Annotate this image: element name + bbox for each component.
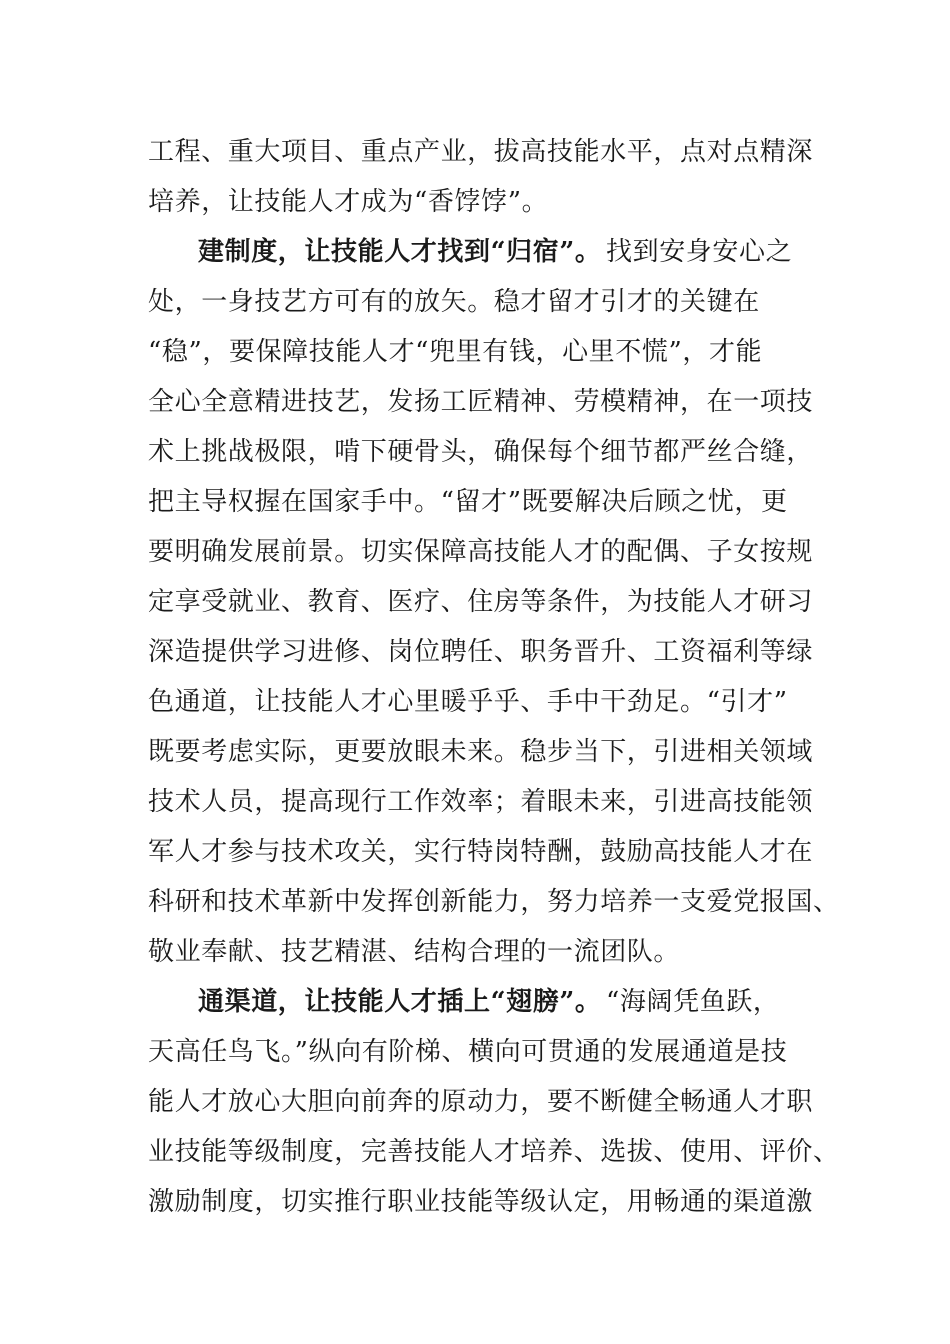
paragraph-text: 能人才放心大胆向前奔的原动力，要不断健全畅通人才职	[148, 1087, 814, 1117]
paragraph-text: 激励制度，切实推行职业技能等级认定，用畅通的渠道激	[148, 1187, 814, 1217]
text-line	[0, 727, 950, 777]
text-line	[0, 777, 950, 827]
text-line	[0, 1027, 950, 1077]
paragraph-text: 定享受就业、教育、医疗、住房等条件，为技能人才研习	[148, 587, 814, 617]
text-line	[0, 627, 950, 677]
paragraph-text: 处，一身技艺方可有的放矢。稳才留才引才的关键在	[148, 287, 760, 317]
section-heading: 通渠道，让技能人才插上“翅膀”。	[198, 987, 602, 1017]
text-line	[0, 377, 950, 427]
text-line	[0, 327, 950, 377]
text-line	[0, 127, 950, 177]
paragraph-text: 军人才参与技术攻关，实行特岗特酬，鼓励高技能人才在	[148, 837, 814, 867]
paragraph-text: 既要考虑实际，更要放眼未来。稳步当下，引进相关领域	[148, 737, 814, 767]
text-line	[0, 427, 950, 477]
text-line	[0, 827, 950, 877]
paragraph-text: 术上挑战极限，啃下硬骨头，确保每个细节都严丝合缝，	[148, 437, 814, 467]
paragraph-text: 深造提供学习进修、岗位聘任、职务晋升、工资福利等绿	[148, 637, 814, 667]
text-line	[0, 877, 950, 927]
paragraph-text: 科研和技术革新中发挥创新能力，努力培养一支爱党报国、	[148, 887, 840, 917]
paragraph-text: 要明确发展前景。切实保障高技能人才的配偶、子女按规	[148, 537, 814, 567]
text-line	[0, 477, 950, 527]
text-line	[0, 977, 950, 1027]
text-line	[0, 677, 950, 727]
paragraph-text: “海阔凭鱼跃，	[606, 987, 780, 1017]
section-heading: 建制度，让技能人才找到“归宿”。	[198, 237, 602, 267]
text-line	[0, 1077, 950, 1127]
text-line	[0, 927, 950, 977]
text-line	[0, 227, 950, 277]
text-line	[0, 527, 950, 577]
paragraph-text: 工程、重大项目、重点产业，拔高技能水平，点对点精深	[148, 137, 814, 167]
paragraph-text: “稳”，要保障技能人才“兜里有钱，心里不慌”，才能	[148, 337, 763, 367]
paragraph-text: 天高任鸟飞。”纵向有阶梯、横向可贯通的发展通道是技	[148, 1037, 788, 1067]
text-line	[0, 1127, 950, 1177]
text-line	[0, 1177, 950, 1227]
paragraph-text: 培养，让技能人才成为“香饽饽”。	[148, 187, 549, 217]
paragraph-text: 色通道，让技能人才心里暖乎乎、手中干劲足。“引才”	[148, 687, 788, 717]
paragraph-text: 技术人员，提高现行工作效率；着眼未来，引进高技能领	[148, 787, 814, 817]
paragraph-text: 找到安身安心之	[606, 237, 793, 267]
paragraph-text: 把主导权握在国家手中。“留才”既要解决后顾之忧，更	[148, 487, 788, 517]
text-line	[0, 277, 950, 327]
paragraph-text: 全心全意精进技艺，发扬工匠精神、劳模精神，在一项技	[148, 387, 814, 417]
text-line	[0, 577, 950, 627]
paragraph-text: 业技能等级制度，完善技能人才培养、选拔、使用、评价、	[148, 1137, 840, 1167]
text-line	[0, 177, 950, 227]
paragraph-text: 敬业奉献、技艺精湛、结构合理的一流团队。	[148, 937, 681, 967]
